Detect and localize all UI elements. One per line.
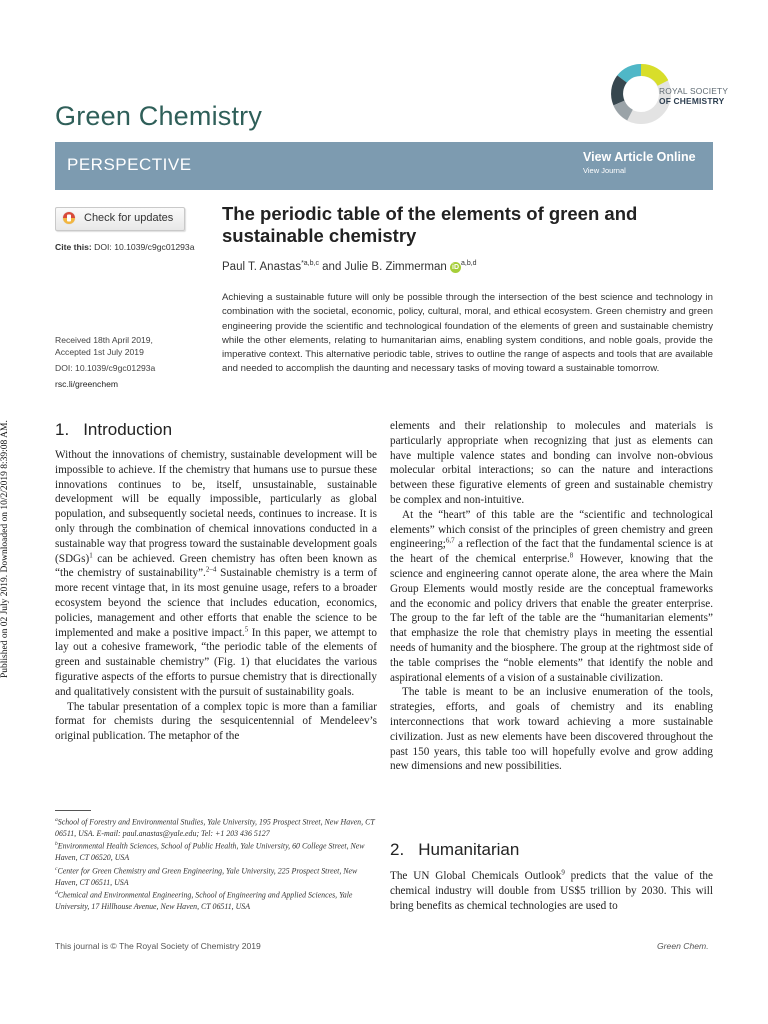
section-heading-introduction	[55, 420, 172, 440]
journal-title[interactable]: Green Chemistry	[55, 101, 263, 131]
paragraph: The tabular presentation of a complex topic is more than a familiar format for chemists during the sesquicentennial of Mendeleev’s original publication. The metaphor of the	[55, 700, 377, 743]
rsc-logo-text	[659, 87, 728, 106]
paragraph: The UN Global Chemicals Outlook$^9$ predicts that the value of the chemical industry will double from US$5 trillion by 2030. This will bring benefits as chemical technologies are used to	[390, 868, 713, 912]
footnote: $^d$Chemical and Environmental Engineering, School of Engineering and Applied Sciences, Yale University, 17 Hillhouse Avenue, New Haven, CT 06511, USA	[55, 890, 353, 912]
reference-link[interactable]: 6,7	[445, 536, 455, 545]
affiliation-footnotes	[55, 815, 375, 913]
rsc-logo-line1: ROYAL SOCIETY	[659, 86, 729, 96]
view-article-online-link[interactable]: View Article Online	[583, 150, 696, 164]
section-number: 1.	[55, 420, 70, 439]
author-list	[222, 260, 477, 273]
accepted-date: Accepted 1st July 2019	[55, 347, 144, 357]
author-affiliation-marker: *a,b,c	[301, 260, 319, 267]
journal-site-link[interactable]: rsc.li/greenchem	[55, 379, 119, 389]
cite-this	[55, 242, 195, 252]
orcid-icon[interactable]: iD	[452, 263, 459, 271]
rsc-logo-line2: OF CHEMISTRY	[659, 95, 725, 106]
article-type-label: PERSPECTIVE	[67, 155, 192, 174]
view-journal-link[interactable]: View Journal	[583, 166, 626, 175]
right-column-text	[390, 419, 713, 774]
section-number: 2.	[390, 840, 405, 859]
publication-stamp	[0, 300, 12, 680]
paragraph: At the “heart” of this table are the “scientific and technological elements” which consist of the principles of green chemistry and green engineering;$^{6,7}$ a reflection of the fact that the fundamental science is at the heart of the chemical enterprise.$^8$ However, knowing that the science and engineering cannot operate alone, the area where the Main Group Elements would mostly reside are the conceptual frameworks and the economic and policy drivers that enable the greater enterprise. The group to the far left of the table are the “humanitarian elements” that emphasize the role that chemistry plays in meeting the essential needs of humanity and the biosphere. The group at the rightmost side of the table comprises the “noble elements” that identify the noble and aspirational elements of a vision of a sustainable civilization.	[390, 508, 713, 684]
crossmark-icon	[62, 211, 76, 225]
reference-link[interactable]: 2–4	[205, 565, 217, 574]
paragraph: Without the innovations of chemistry, sustainable development will be impossible to achieve. If the chemistry that humans use to pursue these innovations continues to be, itself, unsustainable, sustainable development will be equally impossible, particularly as global population, and subsequently societal needs, continues to increase. It is only through the combination of chemical innovations conducted in a sustainable way that progress toward the sustainable development goals (SDGs)$^1$ can be achieved. Green chemistry has often been known as “the chemistry of sustainability”.$^{2-4}$ Sustainable chemistry is a term of more recent vintage that, in its most genuine usage, refers to a broader ecosystem beyond the science that includes education, economics, policies, management and other efforts that enable the science to be implemented and make a positive impact.$^5$ In this paper, we attempt to lay out a cohesive framework, “the periodic table of the elements of green and sustainable chemistry” (Fig. 1) that elucidates the various figurative aspects of the efforts to pursue chemistry that is directionally and qualitatively consistent with the pursuit of sustainability goals.	[55, 449, 377, 698]
check-for-updates-label[interactable]: Check for updates	[84, 212, 174, 224]
reference-link[interactable]: 1	[89, 550, 93, 559]
abstract: Achieving a sustainable future will only be possible through the intersection of the best science and technology in combination with the societal, economic, policy, cultural, moral, and ethical ecosystem. Green chemistry and green engineering provide the scientific and technological foundation of the elements of green and sustainable chemistry while the other elements, relating to humanitarian aims, enabling system conditions, and noble goals, provide the imperative context. This alternative periodic table, strives to outline the range of aspects and tools that are available and needed to accomplish the daunting and necessary tasks of moving toward a sustainable tomorrow.	[222, 292, 713, 375]
left-column-text	[55, 448, 377, 744]
doi[interactable]: DOI: 10.1039/c9gc01293a	[55, 363, 156, 373]
section-title: Humanitarian	[418, 840, 520, 859]
footnote: $^b$Environmental Health Sciences, School of Public Health, Yale University, 60 College Street, New Haven, CT 06520, USA	[55, 841, 365, 863]
copyright-footer: This journal is © The Royal Society of Chemistry 2019	[55, 941, 261, 951]
footnote-divider	[55, 810, 91, 811]
article-title: The periodic table of the elements of green and sustainable chemistry	[222, 203, 638, 246]
footnote: $^a$School of Forestry and Environmental Studies, Yale University, 195 Prospect Street, New Haven, CT 06511, USA. E-mail: paul.anastas@yale.edu; Tel: +1 203 436 5127	[55, 817, 375, 839]
author-affiliation-marker: a,b,d	[461, 260, 477, 267]
reference-link[interactable]: 9	[561, 868, 565, 877]
received-date: Received 18th April 2019,	[55, 335, 153, 345]
author-name[interactable]: Paul T. Anastas	[222, 260, 302, 273]
section-heading-humanitarian	[390, 840, 519, 860]
section-title: Introduction	[83, 420, 173, 439]
reference-link[interactable]: 8	[569, 551, 574, 560]
footnote: $^c$Center for Green Chemistry and Green Engineering, Yale University, 225 Prospect Street, New Haven, CT 06511, USA	[55, 865, 358, 887]
paragraph: elements and their relationship to molecules and materials is particularly appropriate when recognizing that just as elements can have multiple valence states and bonding can involve non-obvious molecular orbital interactions; so can the nature and interactions between these figurative elements of green and sustainable chemistry be complex and non-intuitive.	[390, 420, 713, 506]
cite-doi[interactable]: DOI: 10.1039/c9gc01293a	[94, 242, 195, 252]
author-name[interactable]: Julie B. Zimmerman	[344, 260, 447, 273]
reference-link[interactable]: 5	[244, 624, 249, 633]
humanitarian-text	[390, 869, 713, 913]
journal-abbrev-footer: Green Chem.	[657, 941, 709, 951]
cite-label: Cite this:	[55, 242, 92, 252]
publication-stamp-text: Published on 02 July 2019. Downloaded on 10/2/2019 8:39:08 AM.	[0, 420, 10, 678]
author-conjunction: and	[318, 260, 345, 273]
paragraph: The table is meant to be an inclusive enumeration of the tools, strategies, efforts, and goals of chemistry and its enabling interconnections that work toward achieving a more sustainable civilization. Just as new elements have been discovered throughout the past 150 years, this table too will hopefully evolve and grow adding new dimensions and new possibilities.	[390, 686, 713, 773]
